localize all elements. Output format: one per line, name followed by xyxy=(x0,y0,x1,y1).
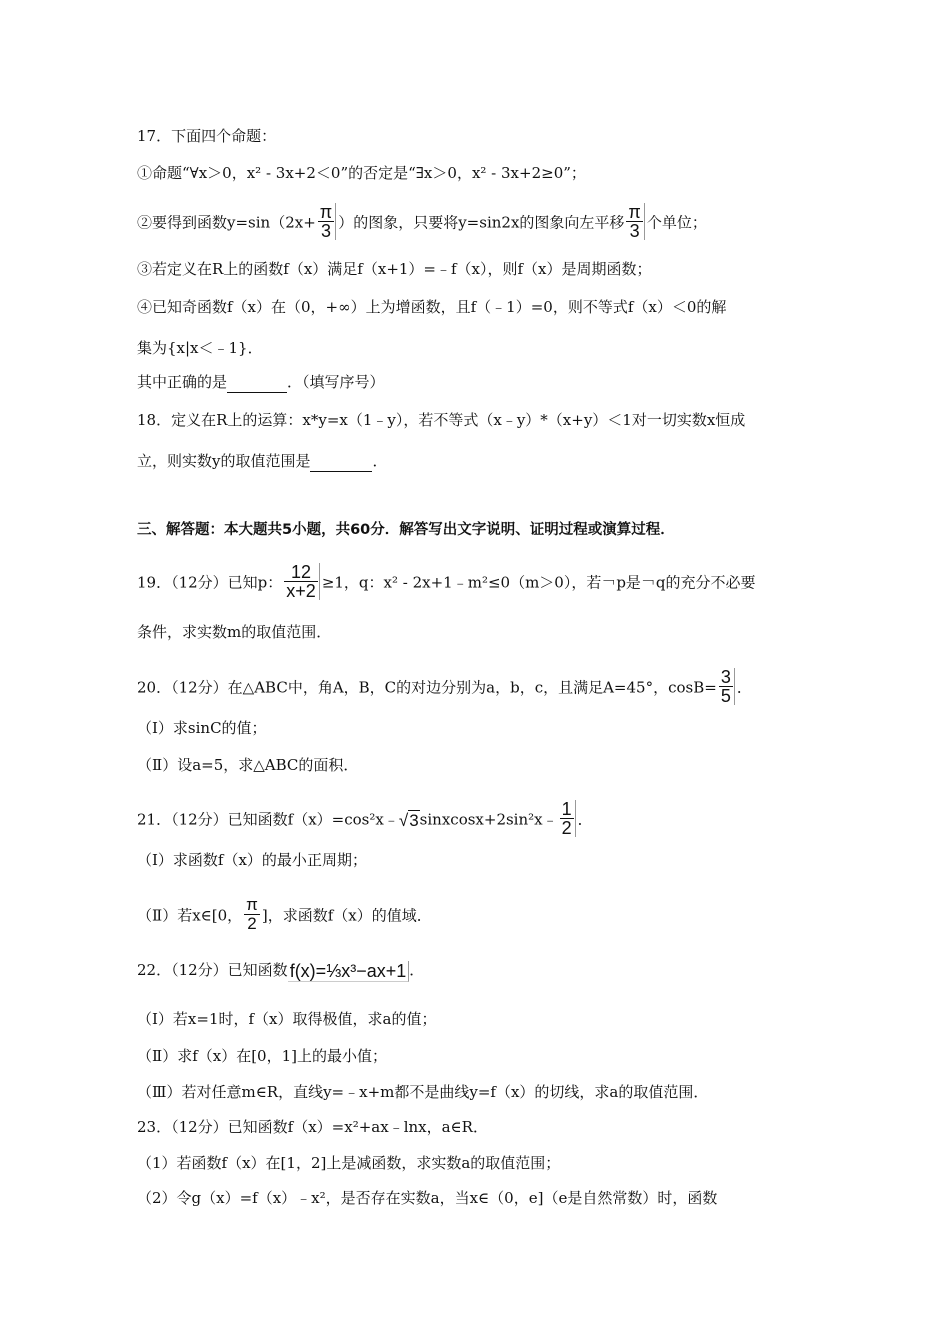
q19-line2: 条件，求实数m的取值范围． xyxy=(137,623,332,641)
q22-part3: （Ⅲ）若对任意m∈R，直线y=﹣x+m都不是曲线y=f（x）的切线，求a的取值范围． xyxy=(137,1083,709,1101)
q20-line1: 20．（12分）在△ABC中，角A，B，C的对边分别为a，b，c，且满足A=45°，cosB= $\frac{3}{5}$ ． xyxy=(137,667,752,706)
q23-part2: （2）令g（x）=f（x）﹣x²，是否存在实数a，当x∈（0，e]（e是自然常数）时，函数 xyxy=(137,1189,718,1207)
q17-item2-text-c: 个单位； xyxy=(646,213,707,232)
q17-item4-line2: 集为{x|x＜﹣1}． xyxy=(137,339,263,357)
q21-part1: （Ⅰ）求函数f（x）的最小正周期； xyxy=(137,851,367,869)
q22-formula: f(x)=⅓x³−ax+1 xyxy=(288,961,410,982)
sqrt-symbol: √3 xyxy=(398,810,419,830)
q21-part2: （Ⅱ）若x∈[0， $\frac{\pi}{2}$ ]，求函数f（x）的值域． xyxy=(137,895,432,933)
q21-part2-fraction: $\frac{\pi}{2}$ xyxy=(246,895,258,933)
q17-item4-line1: ④已知奇函数f（x）在（0，+∞）上为增函数，且f（﹣1）=0，则不等式f（x）＜0的解 xyxy=(137,298,727,316)
q20-fraction: $\frac{3}{5}$ xyxy=(719,668,735,705)
q19-line1: 19．（12分）已知p： $\frac{12}{x+2}$ ≥1，q：x² - 2x+1﹣m²≤0（m＞0），若￢p是￢q的充分不必要 xyxy=(137,562,756,601)
q18-line2: 立，则实数y的取值范围是 ． xyxy=(137,452,388,470)
q17-item2-text-a: ②要得到函数y=sin（2x+ xyxy=(137,213,316,232)
q17-item2-fraction-1: $\frac{\pi}{3}$ xyxy=(318,203,336,240)
section-heading: 三、解答题：本大题共5小题，共60分．解答写出文字说明、证明过程或演算过程． xyxy=(137,522,675,538)
q17-item2-fraction-2: $\frac{\pi}{3}$ xyxy=(626,203,644,240)
q20-part1: （Ⅰ）求sinC的值； xyxy=(137,719,267,737)
q19-fraction: $\frac{12}{x+2}$ xyxy=(284,563,320,600)
q22-part2: （Ⅱ）求f（x）在[0，1]上的最小值； xyxy=(137,1047,387,1065)
q22-part1: （Ⅰ）若x=1时，f（x）取得极值，求a的值； xyxy=(137,1010,437,1028)
q17-item1: ①命题“∀x＞0，x² - 3x+2＜0”的否定是“∃x＞0，x² - 3x+2≥0”； xyxy=(137,164,586,182)
q17-title: 17．下面四个命题： xyxy=(137,127,277,145)
q21-fraction: $\frac{1}{2}$ xyxy=(560,800,576,837)
q17-item2 xyxy=(137,202,707,242)
q21-line1: 21．（12分）已知函数f（x）=cos²x﹣√3sinxcosx+2sin²x﹣ $\frac{1}{2}$ ． xyxy=(137,799,593,838)
q20-part2: （Ⅱ）设a=5，求△ABC的面积． xyxy=(137,756,359,774)
answer-blank[interactable] xyxy=(227,372,287,393)
answer-blank[interactable] xyxy=(310,451,372,472)
q17-item2-text-b: ）的图象，只要将y=sin2x的图象向左平移 xyxy=(338,213,625,232)
q17-item3: ③若定义在R上的函数f（x）满足f（x+1）=﹣f（x），则f（x）是周期函数； xyxy=(137,260,652,278)
q22-line1: 22．（12分）已知函数 f(x)=⅓x³−ax+1 ． xyxy=(137,960,425,981)
q23-part1: （1）若函数f（x）在[1，2]上是减函数，求实数a的取值范围； xyxy=(137,1154,561,1172)
q23-title: 23．（12分）已知函数f（x）=x²+ax﹣lnx，a∈R． xyxy=(137,1118,488,1136)
q17-answer: 其中正确的是 ．（填写序号） xyxy=(137,373,385,391)
q18-line1: 18．定义在R上的运算：x*y=x（1﹣y），若不等式（x﹣y）*（x+y）＜1对一切实数x恒成 xyxy=(137,411,746,429)
